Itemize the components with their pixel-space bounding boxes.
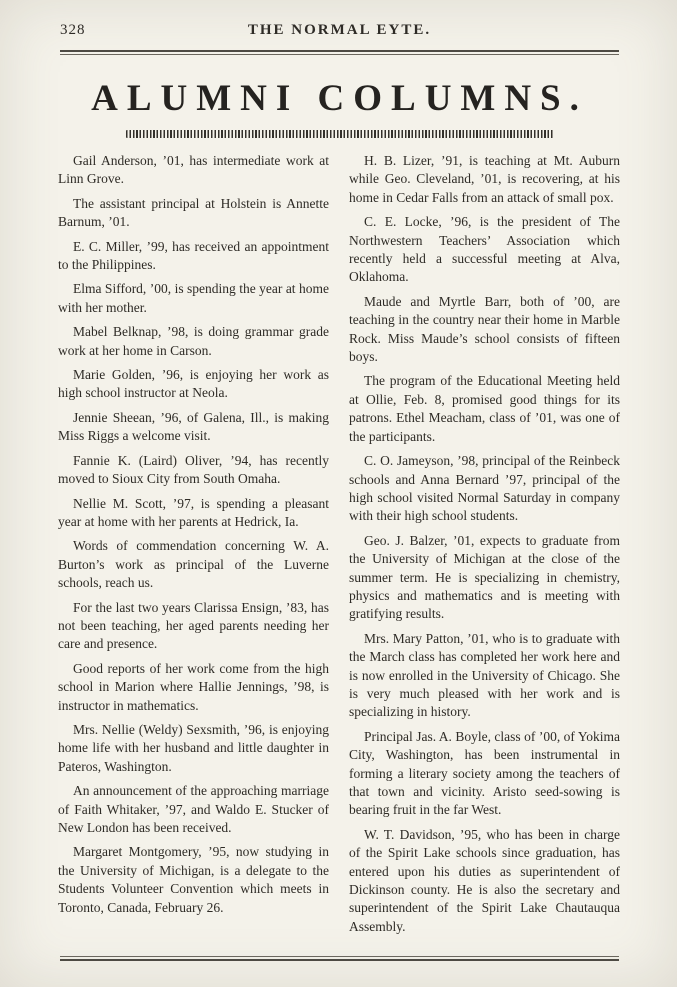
paragraph: Mrs. Mary Patton, ’01, who is to graduate with the March class has completed her work here and is now enrolled in the University of Chicago. She is very much pleased with her work and is specializing in history. [349, 630, 620, 720]
paragraph: E. C. Miller, ’99, has received an appointment to the Philippines. [58, 238, 329, 273]
paragraph: W. T. Davidson, ’95, who has been in charge of the Spirit Lake schools since graduation, has entered upon his duties as superintendent of Dickinson county. He is also the secretary and superintendent of the Spirit Lake Chautauqua Assembly. [349, 826, 620, 934]
paragraph: Geo. J. Balzer, ’01, expects to graduate from the University of Michigan at the close of the summer term. He is specializing in chemistry, physics and mathematics and is meeting with gratifying results. [349, 532, 620, 622]
paragraph: Words of commendation concerning W. A. Burton’s work as principal of the Luverne schools, reach us. [58, 538, 329, 591]
header-rule-thin [60, 54, 619, 55]
section-heading: ALUMNI COLUMNS. [91, 78, 588, 119]
journal-title: THE NORMAL EYTE. [247, 22, 432, 38]
right-column [349, 152, 620, 942]
paragraph: For the last two years Clarissa Ensign, ’83, has not been teaching, her aged parents needing her care and presence. [58, 599, 329, 652]
paragraph: Marie Golden, ’96, is enjoying her work as high school instructor at Neola. [58, 367, 329, 401]
paragraph: Mabel Belknap, ’98, is doing grammar grade work at her home in Carson. [58, 324, 329, 358]
decorative-tick-divider [126, 130, 554, 138]
header-rule-thick [60, 50, 619, 52]
paragraph: Maude and Myrtle Barr, both of ’00, are teaching in the country near their home in Marble Rock. Miss Maude’s school consists of fifteen boys. [349, 293, 620, 365]
paragraph: An announcement of the approaching marriage of Faith Whitaker, ’97, and Waldo E. Stucker of New London has been received. [58, 783, 329, 835]
paragraph: The assistant principal at Holstein is Annette Barnum, ’01. [58, 195, 329, 230]
left-column [58, 152, 329, 942]
page-number: 328 [60, 22, 86, 38]
paragraph: Mrs. Nellie (Weldy) Sexsmith, ’96, is enjoying home life with her husband and little daughter in Pateros, Washington. [58, 721, 329, 774]
paragraph: Good reports of her work come from the high school in Marion where Hallie Jennings, ’98, is instructor in mathematics. [58, 660, 329, 713]
paragraph: C. O. Jameyson, ’98, principal of the Reinbeck schools and Anna Bernard ’97, principal of the high school visited Normal Saturday in company with their high school students. [349, 453, 620, 524]
paragraph: Nellie M. Scott, ’97, is spending a pleasant year at home with her parents at Hedrick, Ia. [58, 495, 329, 529]
paragraph: Principal Jas. A. Boyle, class of ’00, of Yokima City, Washington, has been instrumental in forming a literary society among the teachers of that town and vicinity. Aristo seed-sowing is bearing fruit in the far West. [349, 728, 620, 818]
paragraph: Margaret Montgomery, ’95, now studying in the University of Michigan, is a delegate to the Students Volunteer Convention which meets in Toronto, Canada, February 26. [58, 844, 329, 915]
footer-rule-thin [60, 956, 619, 957]
footer-rule-thick [60, 959, 619, 961]
paragraph: Gail Anderson, ’01, has intermediate work at Linn Grove. [58, 153, 329, 187]
paragraph: Fannie K. (Laird) Oliver, ’94, has recently moved to Sioux City from South Omaha. [58, 452, 329, 487]
text-columns [58, 152, 621, 942]
paragraph: The program of the Educational Meeting held at Ollie, Feb. 8, promised good things for its patrons. Ethel Meacham, class of ’01, was one of the participants. [349, 373, 620, 444]
paragraph: Jennie Sheean, ’96, of Galena, Ill., is making Miss Riggs a welcome visit. [58, 409, 329, 444]
page-header [58, 22, 621, 44]
paragraph: C. E. Locke, ’96, is the president of The Northwestern Teachers’ Association which recently held a successful meeting at Alva, Oklahoma. [349, 214, 620, 285]
paragraph: Elma Sifford, ’00, is spending the year at home with her mother. [58, 281, 329, 315]
footer-rules [58, 956, 621, 961]
paragraph: H. B. Lizer, ’91, is teaching at Mt. Auburn while Geo. Cleveland, ’01, is recovering, at his home in Cedar Falls from an attack of small pox. [349, 153, 620, 205]
